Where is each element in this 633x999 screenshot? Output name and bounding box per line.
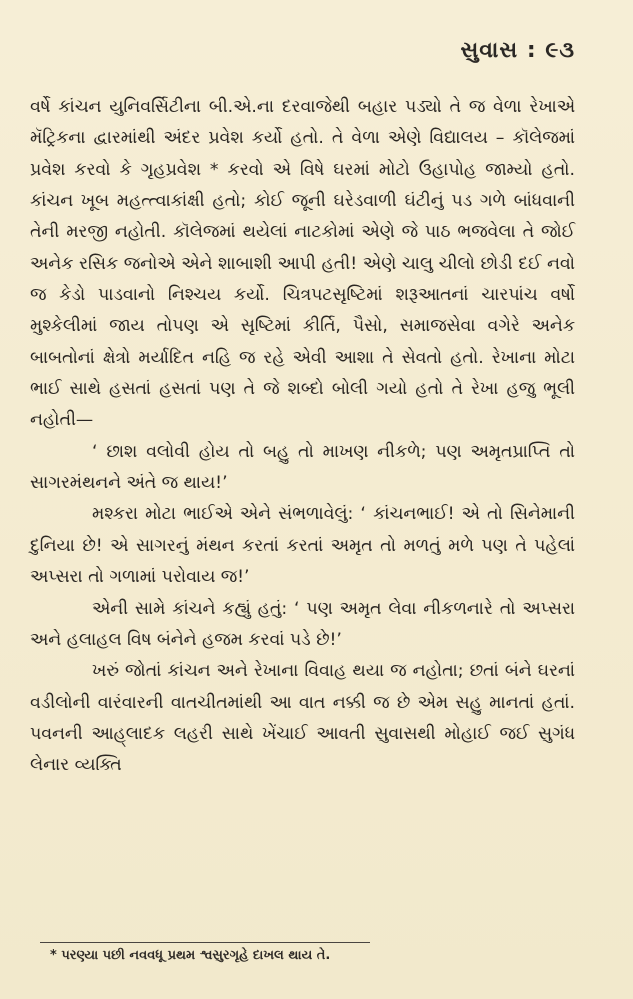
paragraph-3: મશ્કરા મોટા ભાઈએ એને સંભળાવેલું: ‘ કાંચનભાઈ! એ તો સિનેમાની દુનિયા છે! એ સાગરનું મંથન કરતાં કરતાં અમૃત તો મળતું મળે પણ તે પહેલાં અપ્સરા તો ગળામાં પરોવાય જ!’ bbox=[30, 504, 575, 588]
paragraph-5: ખરું જોતાં કાંચન અને રેખાના વિવાહ થયા જ નહોતા; છતાં બંને ઘરનાં વડીલોની વારંવારની વાતચીતમાંથી આ વાત નક્કી જ છે એમ સહુ માનતાં હતાં. પવનની આહ્‌લાદક લહરી સાથે ખેંચાઈ આવતી સુવાસથી મોહાઈ જઈ સુગંધ લેનાર વ્યક્તિ bbox=[30, 661, 575, 776]
paragraph-2: ‘ છાશ વલોવી હોય તો બહુ તો માખણ નીકળે; પણ અમૃતપ્રાપ્તિ તો સાગરમંથનને અંતે જ થાય!’ bbox=[30, 441, 575, 494]
paragraph-1: વર્ષે કાંચન યુનિવર્સિટીના બી.એ.ના દરવાજેથી બહાર પડ્યો તે જ વેળા રેખાએ મૅટ્રિકના દ્વારમાંથી અંદર પ્રવેશ કર્યો હતો. તે વેળા એણે વિદ્યાલય – કૉલેજમાં પ્રવેશ કરવો કે ગૃહપ્રવેશ * કરવો એ વિષે ઘરમાં મોટો ઉહાપોહ જામ્યો હતો. કાંચન ખૂબ મહત્ત્વાકાંક્ષી હતો; કોઈ જૂની ઘરેડવાળી ઘંટીનું પડ ગળે બાંધવાની તેની મરજી નહોતી. કૉલેજમાં થયેલાં નાટકોમાં એણે જે પાઠ ભજવેલા તે જોઈ અનેક રસિક જનોએ એને શાબાશી આપી હતી! એણે ચાલુ ચીલો છોડી દઈ નવો જ કેડો પાડવાનો નિશ્ચય કર્યો. ચિત્રપટસૃષ્ટિમાં શરૂઆતનાં ચારપાંચ વર્ષો મુશ્કેલીમાં જાય તોપણ એ સૃષ્ટિમાં કીર્તિ, પૈસો, સમાજસેવા વગેરે અનેક બાબતોનાં ક્ષેત્રો મર્યાદિત નહિ જ રહે એવી આશા તે સેવતો હતો. રેખાના મોટા ભાઈ સાથે હસતાં હસતાં પણ તે જે શબ્દો બોલી ગયો હતો તે રેખા હજુ ભૂલી નહોતી— bbox=[30, 97, 575, 431]
footnote: * પરણ્યા પછી નવવધૂ પ્રથમ શ્વસુરગૃહે દાખલ થાય તે. bbox=[50, 948, 331, 963]
running-head: સુવાસ : ૯૩ bbox=[460, 38, 575, 63]
body-text bbox=[30, 92, 575, 782]
paragraph-4: એની સામે કાંચને કહ્યું હતું: ‘ પણ અમૃત લેવા નીકળનારે તો અપ્સરા અને હલાહલ વિષ બંનેને હજમ કરવાં પડે છે!’ bbox=[30, 598, 575, 650]
footnote-divider bbox=[40, 942, 370, 943]
